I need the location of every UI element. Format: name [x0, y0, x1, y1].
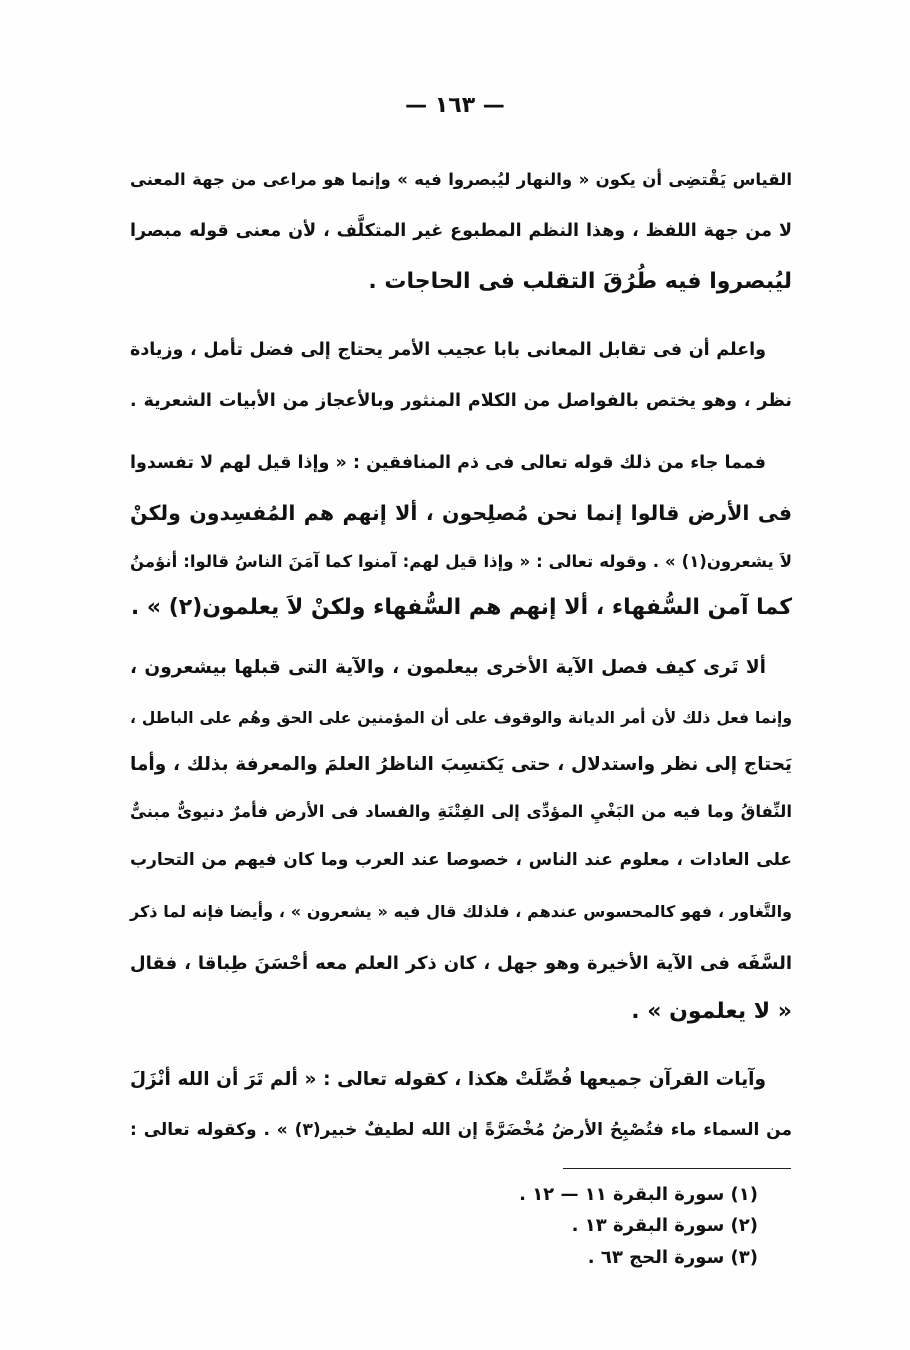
text-line: فى الأرض قالوا إنما نحن مُصلِحون ، ألا إنهم هم المُفسِدون ولكنْ	[130, 501, 792, 525]
text-line: فمما جاء من ذلك قوله تعالى فى ذم المنافقين : « وإذا قيل لهم لا تفسدوا	[130, 453, 766, 473]
text-line: واعلم أن فى تقابل المعانى بابا عجيب الأمر يحتاج إلى فضل تأمل ، وزيادة	[130, 340, 766, 360]
text-line: وإنما فعل ذلك لأن أمر الديانة والوقوف على أن المؤمنين على الحق وهُم على الباطل ،	[130, 709, 792, 727]
footnote: (٣) سورة الحج ٦٣ .	[587, 1247, 758, 1268]
footnote: (٢) سورة البقرة ١٣ .	[571, 1215, 758, 1236]
footnote-separator	[563, 1168, 791, 1169]
text-line: من السماء ماء فتُصْبِحُ الأرضُ مُخْضَرَّةً إن الله لطيفٌ خبير(٣) » . وكقوله تعالى :	[130, 1120, 792, 1140]
text-line: ليُبصروا فيه طُرُقَ التقلب فى الحاجات .	[368, 269, 792, 294]
text-line: نظر ، وهو يختص بالفواصل من الكلام المنثور وبالأعجاز من الأبيات الشعرية .	[130, 391, 792, 411]
text-line: لا من جهة اللفظ ، وهذا النظم المطبوع غير المتكلَّف ، لأن معنى قوله مبصرا	[130, 221, 792, 241]
text-line: كما آمن السُّفهاء ، ألا إنهم هم السُّفهاء ولكنْ لاَ يعلمون(٢) » .	[130, 595, 792, 620]
text-line: النِّفاقُ وما فيه من البَغْيِ المؤدِّى إلى الفِتْنَةِ والفساد فى الأرض فأمرٌ دنيوىٌّ مبنىٌّ	[130, 802, 792, 821]
text-line: وآيات القرآن جميعها فُصِّلَتْ هكذا ، كقوله تعالى : « ألم تَرَ أن الله أنْزَلَ	[130, 1069, 766, 1090]
text-line: لاَ يشعرون(١) » . وقوله تعالى : « وإذا قيل لهم: آمنوا كما آمَنَ الناسُ قالوا: أنؤمنُ	[130, 552, 792, 571]
text-line: القياس يَقْتضِى أن يكون « والنهار ليُبصروا فيه » وإنما هو مراعى من جهة المعنى	[130, 170, 792, 189]
text-line: « لا يعلمون » .	[631, 999, 792, 1024]
text-line: السَّفَه فى الآية الأخيرة وهو جهل ، كان ذكر العلم معه أحْسَنَ طِباقا ، فقال	[130, 953, 792, 974]
footnote: (١) سورة البقرة ١١ — ١٢ .	[519, 1184, 758, 1205]
text-line: والتَّغاور ، فهو كالمحسوس عندهم ، فلذلك قال فيه « يشعرون » ، وأيضا فإنه لما ذكر	[130, 902, 792, 921]
page-number: — ١٦٣ —	[405, 93, 505, 118]
text-line: على العادات ، معلوم عند الناس ، خصوصا عند العرب وما كان فيهم من التحارب	[130, 850, 792, 870]
text-line: يَحتاج إلى نظر واستدلال ، حتى يَكتسِبَ الناظرُ العلمَ والمعرفة بذلك ، وأما	[130, 754, 792, 775]
text-line: ألا تَرى كيف فصل الآية الأخرى بيعلمون ، والآية التى قبلها بيشعرون ،	[130, 657, 766, 678]
